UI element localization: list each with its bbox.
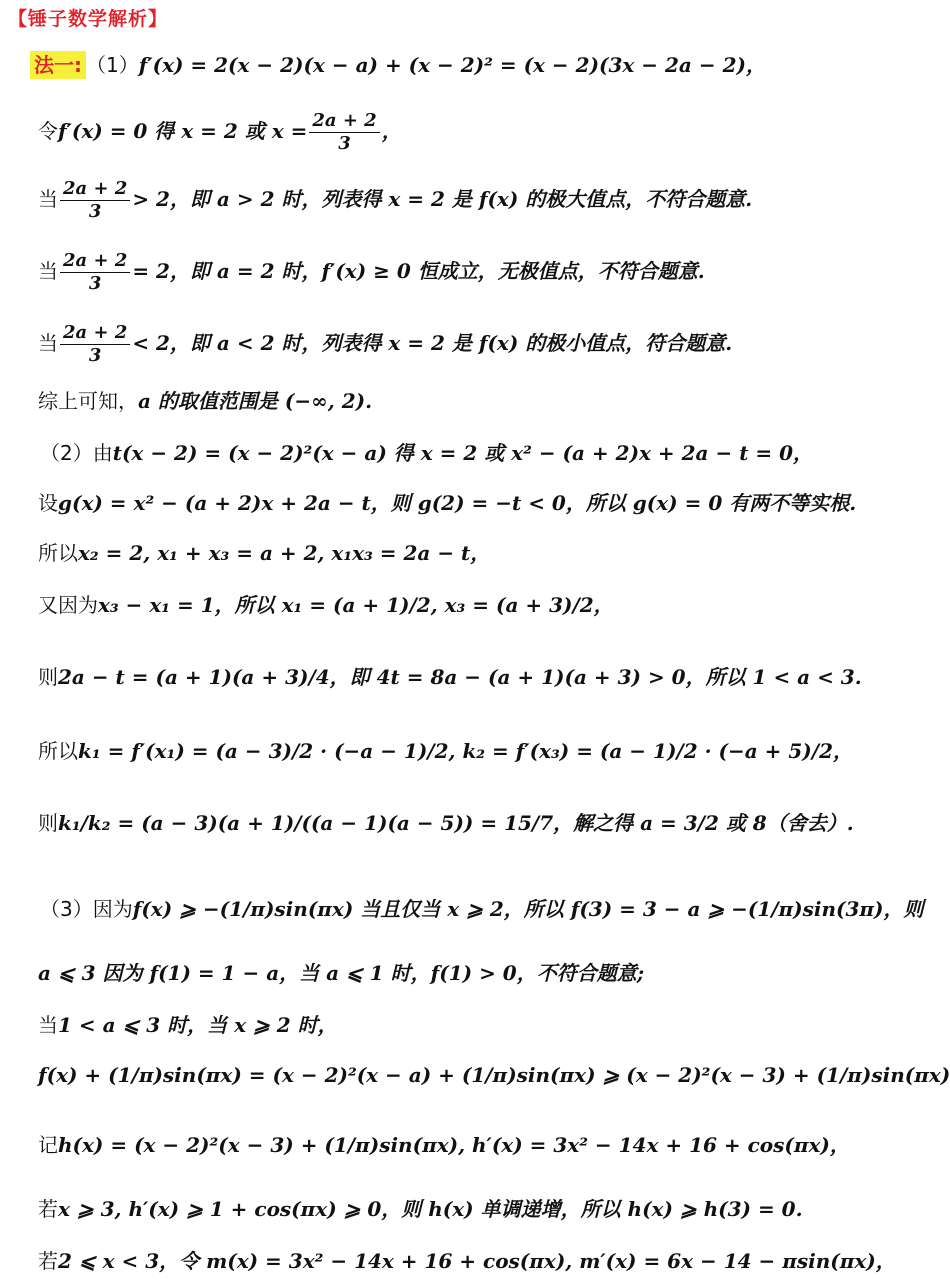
- document-title: 【锤子数学解析】: [8, 8, 169, 30]
- solution-line: [38, 1132, 850, 1158]
- line-prefix: 则: [38, 811, 58, 835]
- line-prefix: 若: [38, 1197, 58, 1221]
- solution-line: [40, 896, 924, 922]
- line-prefix: 令: [38, 119, 58, 143]
- solution-line: [38, 1062, 950, 1088]
- solution-line: [38, 1012, 815, 1038]
- line-prefix: 综上可知，: [38, 389, 138, 413]
- math-expression: a ⩽ 3 因为 f(1) = 1 − a，当 a ⩽ 1 时，f(1) > 0，不符合题意;: [38, 961, 645, 985]
- line-prefix: 记: [38, 1133, 58, 1157]
- line-suffix: ，: [381, 119, 402, 143]
- line-prefix: （3）因为: [40, 897, 133, 921]
- line-prefix: 当: [38, 259, 58, 283]
- fraction-numerator: 2a + 2: [60, 250, 130, 273]
- solution-line: [38, 738, 853, 764]
- fraction-numerator: 2a + 2: [60, 322, 130, 345]
- math-expression: f′(x) = 0 得 x = 2 或 x =: [58, 119, 308, 143]
- fraction-denominator: 3: [88, 201, 102, 222]
- solution-line: [38, 178, 815, 223]
- line-prefix: （2）由: [40, 441, 113, 465]
- math-expression: 2a − t = (a + 1)(a + 3)/4，即 4t = 8a − (a + 1)(a + 3) > 0，所以 1 < a < 3.: [58, 665, 862, 689]
- line-prefix: （1）: [86, 53, 139, 77]
- solution-line: [38, 1248, 896, 1274]
- line-prefix: 则: [38, 665, 58, 689]
- line-prefix: 所以: [38, 739, 78, 763]
- fraction-denominator: 3: [88, 273, 102, 294]
- fraction-numerator: 2a + 2: [60, 178, 130, 201]
- math-expression: t(x − 2) = (x − 2)²(x − a) 得 x = 2 或 x² − (a + 2)x + 2a − t = 0，: [112, 441, 814, 465]
- fraction: [309, 110, 379, 155]
- fraction-denominator: 3: [88, 345, 102, 366]
- math-expression: h(x) = (x − 2)²(x − 3) + (1/π)sin(πx), h′(x) = 3x² − 14x + 16 + cos(πx)，: [58, 1133, 850, 1157]
- solution-line: [38, 322, 815, 367]
- line-prefix: 当: [38, 187, 58, 211]
- solution-line: [38, 388, 815, 414]
- line-prefix: 所以: [38, 541, 78, 565]
- math-expression: 2 ⩽ x < 3，令 m(x) = 3x² − 14x + 16 + cos(πx), m′(x) = 6x − 14 − πsin(πx)，: [58, 1249, 896, 1273]
- math-expression: f(x) ⩾ −(1/π)sin(πx) 当且仅当 x ⩾ 2，所以 f(3) = 3 − a ⩾ −(1/π)sin(3π)，则: [132, 897, 924, 921]
- solution-line: [38, 664, 862, 690]
- solution-line: [40, 440, 815, 466]
- math-expression: = 2，即 a = 2 时，f′(x) ≥ 0 恒成立，无极值点，不符合题意.: [132, 259, 705, 283]
- math-expression: f(x) + (1/π)sin(πx) = (x − 2)²(x − a) + (1/π)sin(πx) ⩾ (x − 2)²(x − 3) + (1/π)sin(πx): [38, 1063, 950, 1087]
- solution-line: [38, 490, 857, 516]
- math-expression: a 的取值范围是 (−∞, 2).: [138, 389, 373, 413]
- method-label: 法一:: [30, 51, 86, 79]
- fraction: [60, 250, 130, 295]
- math-expression: x₂ = 2, x₁ + x₃ = a + 2, x₁x₃ = 2a − t，: [78, 541, 491, 565]
- math-expression: 1 < a ⩽ 3 时，当 x ⩾ 2 时，: [58, 1013, 338, 1037]
- math-expression: g(x) = x² − (a + 2)x + 2a − t，则 g(2) = −t < 0，所以 g(x) = 0 有两不等实根.: [58, 491, 857, 515]
- solution-line: [38, 250, 815, 295]
- math-expression: x₃ − x₁ = 1，所以 x₁ = (a + 1)/2, x₃ = (a + 3)/2，: [98, 593, 614, 617]
- fraction: [60, 178, 130, 223]
- math-expression: < 2，即 a < 2 时，列表得 x = 2 是 f(x) 的极小值点，符合题意.: [132, 331, 733, 355]
- line-prefix: 设: [38, 491, 58, 515]
- math-expression: > 2，即 a > 2 时，列表得 x = 2 是 f(x) 的极大值点，不符合题意.: [132, 187, 753, 211]
- fraction-denominator: 3: [338, 133, 351, 154]
- line-prefix: 又因为: [38, 593, 98, 617]
- solution-line: [38, 592, 815, 618]
- math-expression: f′(x) = 2(x − 2)(x − a) + (x − 2)² = (x − 2)(3x − 2a − 2)，: [138, 53, 766, 77]
- math-expression: k₁/k₂ = (a − 3)(a + 1)/((a − 1)(a − 5)) = 15/7，解之得 a = 3/2 或 8（舍去）.: [58, 811, 854, 835]
- solution-line: [38, 960, 815, 986]
- line-prefix: 若: [38, 1249, 58, 1273]
- solution-line: [38, 540, 815, 566]
- solution-line: [38, 1196, 815, 1222]
- solution-line: [30, 52, 815, 78]
- solution-line: [38, 110, 815, 155]
- math-expression: k₁ = f′(x₁) = (a − 3)/2 · (−a − 1)/2, k₂ = f′(x₃) = (a − 1)/2 · (−a + 5)/2，: [78, 739, 853, 763]
- solution-line: [38, 810, 854, 836]
- fraction: [60, 322, 130, 367]
- math-expression: x ⩾ 3, h′(x) ⩾ 1 + cos(πx) ⩾ 0，则 h(x) 单调递增，所以 h(x) ⩾ h(3) = 0.: [58, 1197, 803, 1221]
- line-prefix: 当: [38, 331, 58, 355]
- fraction-numerator: 2a + 2: [309, 110, 379, 133]
- line-prefix: 当: [38, 1013, 58, 1037]
